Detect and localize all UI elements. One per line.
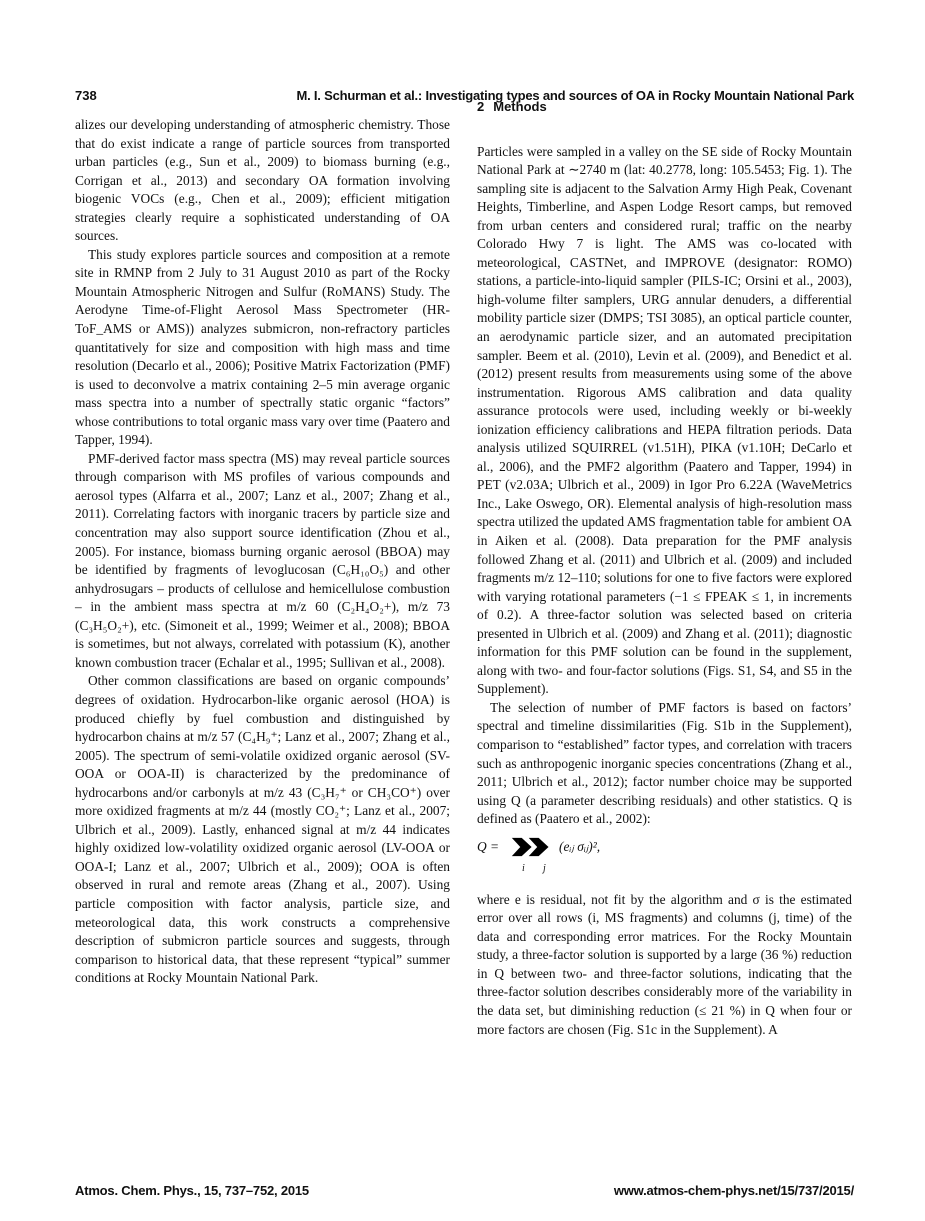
paragraph: where e is residual, not fit by the algorithm and σ is the estimated error over all rows (i, MS fragments) and columns (j, time) of the data and corresponding error matrices. For the Rocky Mountain study, a three-factor solution is supported by a large (36 %) reduction in Q between two- and three-factor solutions, indicating that the three-factor solution describes considerably more of the variability in the data set, but diminishing reduction (≤ 21 %) in Q when four or more factors are chosen (Fig. S1c in the Supplement). A: [477, 891, 852, 1037]
left-column: [75, 116, 450, 988]
section-title: Methods: [493, 99, 547, 114]
page-number: 738: [75, 88, 97, 103]
paragraph: PMF-derived factor mass spectra (MS) may reveal particle sources through comparison with MS profiles of various compounds and aerosol types (Alfarra et al., 2007; Lanz et al., 2007; Zhang et al., 2011). Correlating factors with inorganic tracers by particle size and concentration may also support source identification (Zhou et al., 2005). For instance, biomass burning organic aerosol (BBOA) may be identified by fragments of levoglucosan (C₆H₁₀O₅) and other anhydrosugars – products of cellulose and hemicellulose combustion – in the ambient mass spectra at m/z 60 (C₂H₄O₂+), m/z 73 (C₃H₅O₂+), etc. (Simoneit et al., 1999; Weimer et al., 2008); BBOA is sometimes, but not always, correlated with potassium (K), another known combustion tracer (Echalar et al., 1995; Sullivan et al., 2008).: [75, 450, 450, 670]
paragraph: Other common classifications are based on organic compounds’ degrees of oxidation. Hydrocarbon-like organic aerosol (HOA) is produced chiefly by fuel combustion and distinguished by hydrocarbon chains at m/z 57 (C₄H₉⁺; Lanz et al., 2007; Zhang et al., 2005). The spectrum of semi-volatile oxidized organic aerosol (SV-OOA or OOA-II) is characterized by the predominance of hydrocarbons and/or carbonyls at m/z 43 (C₃H₇⁺ or CH₃CO⁺) over more oxidized fragments at m/z 44 (mostly CO₂⁺; Lanz et al., 2007; Ulbrich et al., 2009). Lastly, enhanced signal at m/z 44 indicates highly oxidized low-volatility oxidized organic aerosol (LV-OOA or OOA-I; Lanz et al., 2007; Ulbrich et al., 2009); OOA is often observed in rural and remote areas (Zhang et al., 2007). Using particle composition with factor analysis, particle size, and meteorological data, this work constructs a comprehensive description of submicron particle sources and suggests, through comparison to historical data, that these represent “typical” summer conditions at Rocky Mountain National Park.: [75, 673, 450, 986]
section-number: 2: [477, 99, 485, 114]
paragraph: alizes our developing understanding of atmospheric chemistry. Those that do exist indicate a range of particle sources from transported urban particles (e.g., Sun et al., 2009) to biomass burning (e.g., Corrigan et al., 2013) and secondary OA formation involving biogenic VOCs (e.g., Chen et al., 2009); efficient mitigation strategies clearly require a sophisticated understanding of OA sources.: [75, 117, 450, 244]
equation-lhs: Q =: [477, 838, 500, 854]
paragraph: The selection of number of PMF factors is based on factors’ spectral and timeline dissimilarities (Fig. S1b in the Supplement), comparison to “established” factor types, and correlation with tracers such as anthropogenic inorganic species concentrations (Zhang et al., 2011; Ulbrich et al., 2012); factor number choice may be supported using Q (a parameter describing residuals) and other statistics. Q is defined as (Paatero et al., 2002):: [477, 699, 852, 827]
running-title: M. I. Schurman et al.: Investigating types and sources of OA in Rocky Mountain National Park: [296, 88, 854, 103]
sum-index-i: i: [522, 862, 525, 874]
paragraph: This study explores particle sources and composition at a remote site in RMNP from 2 July to 31 August 2010 as part of the Rocky Mountain Atmospheric Nitrogen and Sulfur (RoMANS) Study. The Aerodyne Time-of-Flight Aerosol Mass Spectrometer (HR-ToF_AMS or AMS)) analyzes submicron, non-refractory particles quantitatively for size and composition with high mass and time resolution (Decarlo et al., 2006); Positive Matrix Factorization (PMF) is used to deconvolve a matrix containing 2–5 min average organic mass spectra into a number of spectrally static organic “factors” whose contributions to total organic mass vary over time (Paatero and Tapper, 1994).: [75, 246, 450, 448]
equation-body: (eᵢⱼ σᵢⱼ)²,: [559, 838, 601, 854]
paragraph: Particles were sampled in a valley on the SE side of Rocky Mountain National Park at ∼2740 m (lat: 40.2778, long: 105.5453; Fig. 1). The sampling site is adjacent to the Salvation Army High Peak, Covenant Heights, Timberline, and Aspen Lodge Resort camps, but removed from urban centers and considered rural; traffic on the nearby Colorado Hwy 7 is light. The AMS was co-located with meteorological, CASTNet, and IMPROVE (designator: ROMO) stations, a particle-into-liquid sampler (PILS-IC; Orsini et al., 2003), high-volume filter samplers, URG annular denuders, a differential mobility particle sizer (DMPS; TSI 3085), an optical particle counter, an aerodynamic particle sizer, and an automated precipitation sampler. Beem et al. (2010), Levin et al. (2009), and Benedict et al. (2012) present results from measurements using some of the above instrumentation. Rigorous AMS calibration and data quality assurance protocols were used, including weekly or bi-weekly ionization efficiency calibrations and HEPA filtration periods. Data analysis utilized SQUIRREL (v1.51H), PIKA (v1.10H; DeCarlo et al., 2006), and the PMF2 algorithm (Paatero and Tapper, 1994) in PET (v2.03A; Ulbrich et al., 2009) in Igor Pro 6.22A (WaveMetrics Inc., Lake Oswego, OR). Elemental analysis of high-resolution mass spectra utilized the updated AMS fragmentation table for ambient OA in Aiken et al. (2008). Data preparation for the PMF analysis followed Zhang et al. (2011) and Ulbrich et al. (2009) and included fragments m/z 12–110; solutions for one to five factors were explored with varying rotational parameters (−1 ≤ FPEAK ≤ 1, in increments of 0.2). A three-factor solution was selected based on criteria presented in Ulbrich et al. (2009) and Zhang et al. (2011); diagnostic information for this PMF solution can be found in the supplement, along with two- and four-factor solutions (Figs. S1, S4, and S5 in the Supplement).: [477, 143, 852, 697]
footer-url[interactable]: www.atmos-chem-phys.net/15/737/2015/: [613, 1183, 854, 1198]
section-heading: [477, 98, 852, 116]
equation-q: [477, 835, 852, 891]
sum-index-j: j: [543, 862, 546, 874]
chevron-artifact-icon: [511, 835, 555, 859]
footer-journal: Atmos. Chem. Phys., 15, 737–752, 2015: [75, 1183, 309, 1198]
right-column: [477, 98, 852, 1039]
